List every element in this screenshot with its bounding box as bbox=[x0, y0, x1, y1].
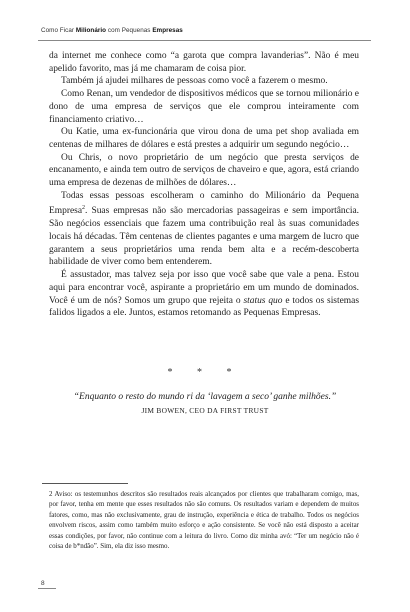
header-bold-2: Empresas bbox=[152, 27, 183, 34]
paragraph-6-text: Todas essas pessoas escolheram o caminho do Milionário da Pequena Empresa bbox=[49, 190, 359, 217]
running-header bbox=[41, 27, 183, 34]
page-number: 8 bbox=[41, 580, 45, 587]
footnote-rule bbox=[42, 483, 128, 484]
footnote: 2 Aviso: os testemunhos descritos são resultados reais alcançados por clientes que trabalharam comigo, mas, por favor, tenha em mente que esses resultados não são comuns. Os resultados variam e dependem de muitos fatores, como, mas não exclusivamente, grau de instrução, experiência e ética de trabalho. Todos os negócios envolvem riscos, assim como também muito esforço e ação consistente. Se você não está disposto a aceitar essas condições, por favor, não continue com a leitura do livro. Como diz minha avó: “Ter um negócio não é coisa de b*ndão”. Sim, ela diz isso mesmo. bbox=[49, 490, 359, 551]
footnote-ref[interactable]: 2 bbox=[82, 205, 86, 212]
paragraph-3: Como Renan, um vendedor de dispositivos médicos que se tornou milionário e dono de uma empresa de serviços que ele comprou inteiramente com financiamento criativo… bbox=[49, 89, 359, 125]
paragraph-1: da internet me conhece como “a garota que compra lavanderias”. Não é meu apelido favorito, mas já me chamaram de coisa pior. bbox=[49, 51, 359, 74]
header-rule bbox=[38, 40, 371, 41]
section-separator: * * * bbox=[167, 367, 243, 378]
paragraph-2: Também já ajudei milhares de pessoas como você a fazerem o mesmo. bbox=[61, 76, 328, 87]
epigraph-author: JIM BOWEN, CEO DA FIRST TRUST bbox=[141, 406, 269, 415]
paragraph-6 bbox=[49, 190, 359, 269]
page-number-rule bbox=[38, 588, 56, 589]
paragraph-7-text: É assustador, mas talvez seja por isso que você sabe que vale a pena. Estou aqui para encontrar você, aspirante a proprietário em um mundo de dominados. Você é um de nós? Somos um grupo que rejeita o bbox=[49, 270, 359, 306]
paragraph-7-text-cont: e todos os sistemas falidos ligados a ele. Juntos, estamos retomando as Pequenas Empresas. bbox=[49, 295, 359, 319]
paragraph-7 bbox=[49, 269, 359, 320]
header-text-1: Como Ficar bbox=[41, 27, 76, 34]
paragraph-5: Ou Chris, o novo proprietário de um negócio que presta serviços de encanamento, e ainda tem outro de serviços de chaveiro e que, agora, está criando uma empresa de dezenas de milhões de dólares… bbox=[49, 152, 359, 189]
body-text bbox=[49, 50, 359, 320]
epigraph-quote: “Enquanto o resto do mundo ri da ‘lavagem a seco’ ganhe milhões.” bbox=[73, 392, 337, 402]
status-quo-italic: status quo bbox=[243, 295, 283, 306]
header-bold-1: Milionário bbox=[75, 27, 107, 34]
paragraph-6-text-cont: . Suas empresas não são mercadorias passageiras e sem importância. São negócios essenciais que fazem uma contribuição real às suas comunidades locais há décadas. Têm centenas de clientes pagantes e uma margem de lucro que garantem a seus proprietários uma renda bem alta e a recém-descoberta habilidade de viver como bem entenderem. bbox=[49, 206, 359, 268]
paragraph-4: Ou Katie, uma ex-funcionária que virou dona de uma pet shop avaliada em centenas de milhares de dólares e está prestes a adquirir um segundo negócio… bbox=[49, 127, 359, 150]
header-text-2: com Pequenas bbox=[106, 27, 153, 34]
